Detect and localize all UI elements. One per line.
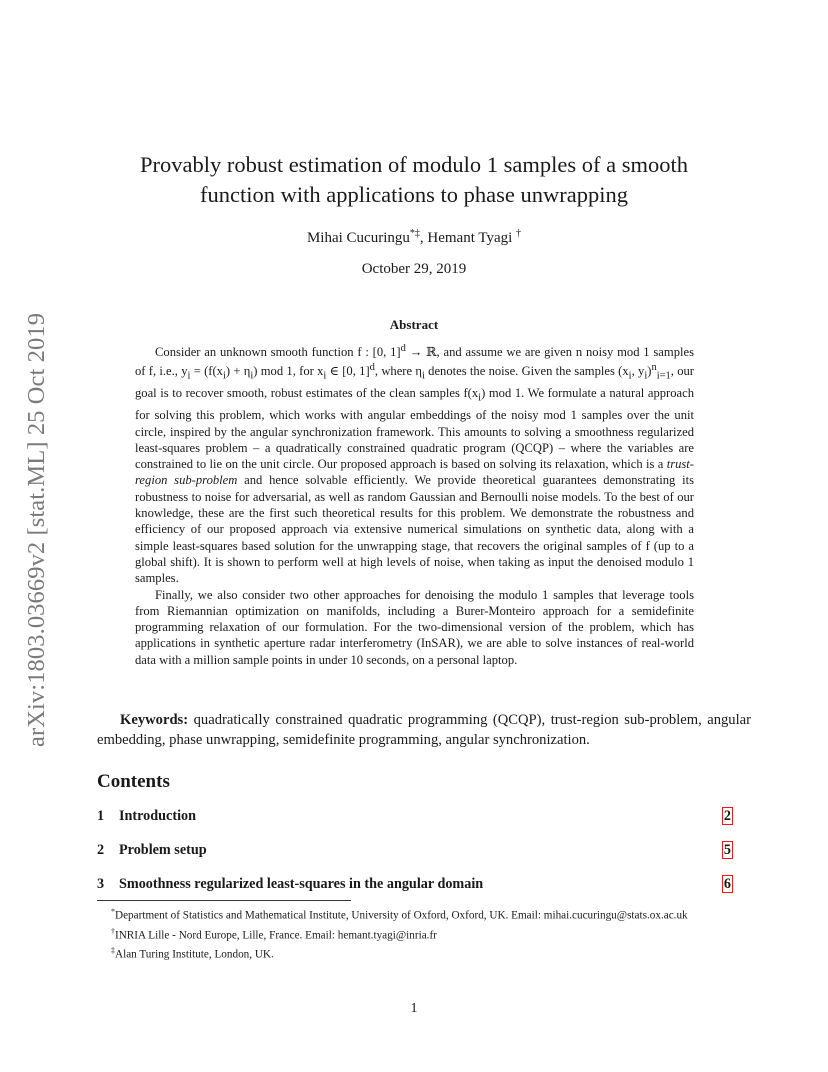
toc-entry-introduction[interactable]	[97, 806, 733, 840]
abstract-text: denotes the noise. Given the samples (x	[424, 364, 629, 379]
paper-title-line-2: function with applications to phase unwrapping	[199, 182, 629, 207]
abstract-text: ) + η	[225, 364, 251, 379]
page-number: 1	[410, 1001, 418, 1016]
paper-title-line-1: Provably robust estimation of modulo 1 samples of a smooth	[139, 152, 689, 177]
math-subscript: i=1	[656, 371, 671, 383]
abstract-heading: Abstract	[389, 317, 439, 332]
toc-entry-smoothness-regularized[interactable]	[97, 874, 733, 908]
abstract-text: , y	[631, 364, 645, 379]
footnotes	[97, 904, 733, 963]
keywords-text: quadratically constrained quadratic programming (QCQP), trust-region sub-problem, angular embedding, phase unwrapping, semidefinite programming, angular synchronization.	[97, 712, 751, 748]
footnote-affiliation-2	[97, 924, 733, 944]
abstract-paragraph	[135, 341, 694, 587]
toc-entry-problem-setup[interactable]	[97, 840, 733, 874]
abstract-paragraph: Finally, we also consider two other approaches for denoising the modulo 1 samples that leverage tools from Riemannian optimization on manifolds, including a Burer-Monteiro approach for a semidefinite programming relaxation of our formulation. For the two-dimensional version of the problem, which has applications in synthetic aperture radar interferometry (InSAR), we are able to solve instances of real-world data with a million sample points in under 10 seconds, on a personal laptop.	[135, 587, 694, 667]
footnote-text: INRIA Lille - Nord Europe, Lille, France. Email: hemant.tyagi@inria.fr	[115, 929, 437, 942]
keywords-label: Keywords:	[120, 712, 189, 728]
toc-entry-number: 1	[97, 808, 105, 824]
keywords-paragraph	[97, 710, 751, 750]
math-subscript: i	[644, 371, 648, 383]
keywords-section	[97, 710, 751, 750]
toc-page-link[interactable]: 6	[723, 876, 731, 892]
math-subscript: i	[323, 371, 327, 383]
abstract-emphasis: trust-region sub-problem	[135, 457, 694, 488]
publication-date: October 29, 2019	[361, 261, 467, 277]
author-name: Mihai Cucuringu	[306, 230, 410, 246]
math-subscript: i	[187, 371, 191, 383]
author-affiliation-marks: *‡	[409, 228, 420, 239]
author-list	[96, 228, 732, 247]
toc-entry-title[interactable]: Smoothness regularized least-squares in the angular domain	[119, 876, 484, 892]
math-subscript: i	[421, 371, 425, 383]
author-affiliation-marks: †	[516, 228, 522, 239]
footnote-affiliation-1	[97, 904, 733, 924]
table-of-contents	[97, 806, 733, 908]
contents-heading: Contents	[97, 771, 170, 792]
abstract-body	[135, 341, 694, 668]
math-superscript: n	[651, 362, 657, 374]
abstract-text: Consider an unknown smooth function f : [0, 1]	[155, 345, 401, 360]
math-superscript: d	[369, 362, 375, 374]
math-subscript: i	[250, 371, 254, 383]
toc-entry-number: 2	[97, 842, 105, 858]
math-subscript: i	[628, 371, 632, 383]
toc-entry-title[interactable]: Problem setup	[119, 842, 207, 858]
toc-entry-number: 3	[97, 876, 105, 892]
abstract-text: = (f(x	[190, 364, 223, 379]
toc-page-link[interactable]: 5	[723, 842, 731, 858]
math-subscript: i	[222, 371, 226, 383]
author-separator: ,	[419, 230, 428, 246]
abstract-text: ∈ [0, 1]	[326, 364, 370, 379]
footnote-mark: †	[111, 926, 115, 936]
footnote-text: Alan Turing Institute, London, UK.	[115, 949, 274, 962]
abstract-text: , our goal is to recover smooth, robust estimates of the clean samples f(x	[135, 364, 694, 401]
footnote-text: Department of Statistics and Mathematical Institute, University of Oxford, Oxford, UK. Email: mihai.cucuringu@stats.ox.ac.uk	[115, 909, 688, 922]
footnote-mark: ‡	[111, 946, 115, 956]
abstract-text: ) mod 1. We formulate a natural approach for solving this problem, which works with angular embeddings of the noisy mod 1 samples over the unit circle, inspired by the angular synchronization framework. This amounts to solving a smoothness regularized least-squares problem – a quadratically constrained quadratic program (QCQP) – where the variables are constrained to lie on the unit circle. Our proposed approach is based on solving its relaxation, which is a	[135, 386, 695, 472]
toc-entry-title[interactable]: Introduction	[119, 808, 196, 824]
author-name: Hemant Tyagi	[427, 230, 517, 246]
footnote-divider	[97, 900, 351, 901]
abstract-text: )	[647, 364, 652, 379]
abstract-text: → ℝ, and assume we are given n noisy mod 1 samples of f, i.e., y	[135, 345, 694, 379]
abstract-text: and hence solvable efficiently. We provide theoretical guarantees demonstrating its robustness to noise for adversarial, as well as random Gaussian and Bernoulli noise models. To the best of our knowledge, these are the first such theoretical results for this problem. We demonstrate the robustness and efficiency of our proposed approach via extensive numerical simulations on synthetic data, along with a simple least-squares based solution for the unwrapping stage, that recovers the original samples of f (up to a global shift). It is shown to perform well at high levels of noise, when taking as input the denoised modulo 1 samples.	[135, 473, 694, 586]
math-subscript: i	[478, 393, 482, 404]
footnote-affiliation-3	[97, 943, 733, 963]
toc-page-link[interactable]: 2	[723, 808, 731, 824]
math-superscript: d	[400, 343, 406, 354]
abstract-text: , where η	[374, 364, 422, 379]
abstract-text: ) mod 1, for x	[253, 364, 324, 379]
footnote-mark: *	[111, 907, 115, 916]
paper-title	[96, 150, 732, 210]
arxiv-identifier-stamp: arXiv:1803.03669v2 [stat.ML] 25 Oct 2019	[23, 312, 50, 748]
